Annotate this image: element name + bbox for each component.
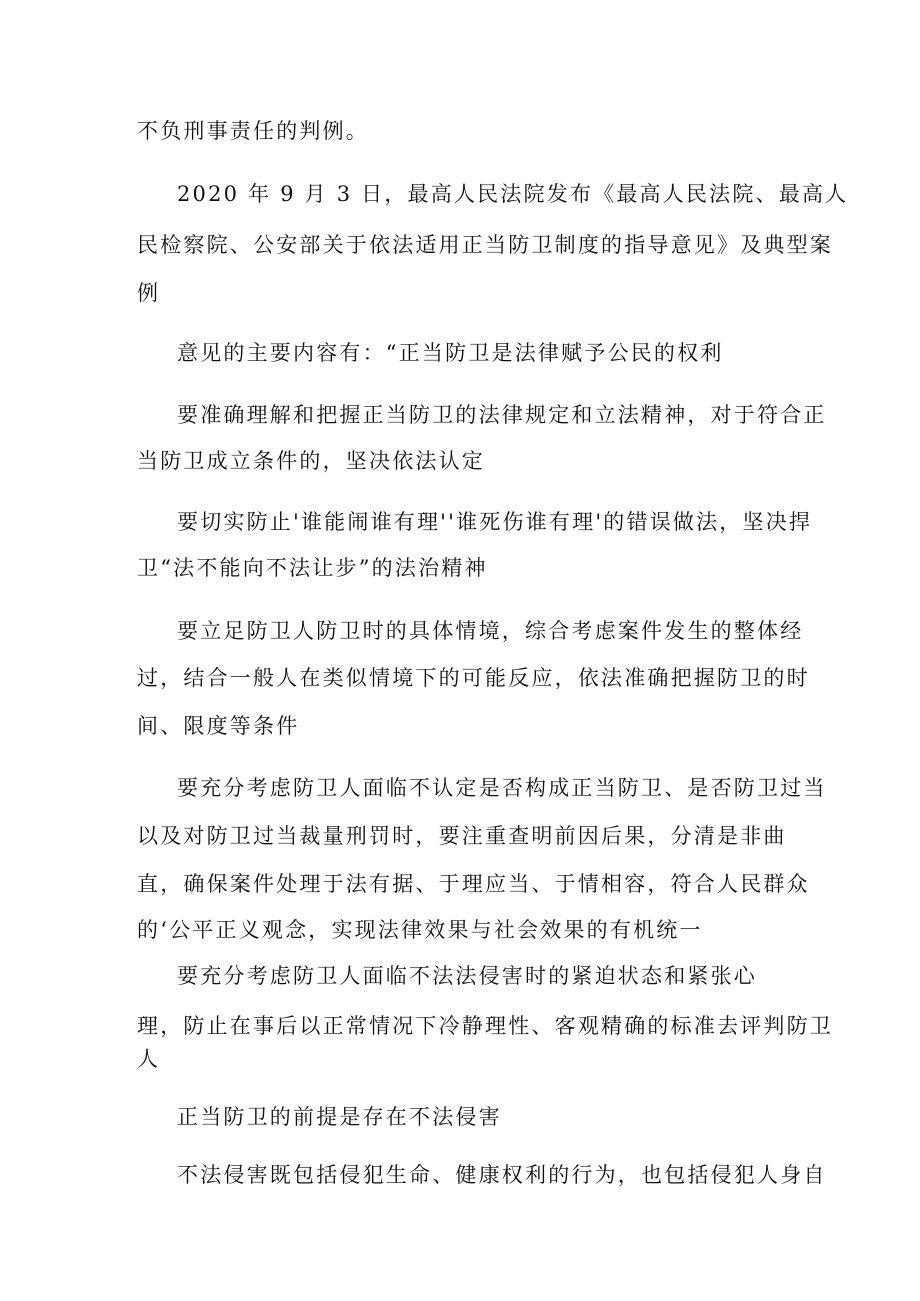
text-line: 意见的主要内容有：“正当防卫是法律赋予公民的权利 bbox=[177, 341, 724, 365]
text-line: 间、限度等条件 bbox=[137, 714, 300, 738]
text-line: 要充分考虑防卫人面临不法法侵害时的紧迫状态和紧张心 bbox=[177, 964, 757, 988]
text-line: 人 bbox=[137, 1047, 161, 1071]
text-line: 例 bbox=[137, 281, 161, 305]
text-line: 要立足防卫人防卫时的具体情境，综合考虑案件发生的整体经 bbox=[177, 619, 804, 643]
text-line: 卫“法不能向不法让步”的法治精神 bbox=[137, 556, 488, 580]
text-line: 要充分考虑防卫人面临不认定是否构成正当防卫、是否防卫过当 bbox=[177, 776, 827, 800]
text-line: 不负刑事责任的判例。 bbox=[137, 119, 369, 143]
text-line: 理，防止在事后以正常情况下冷静理性、客观精确的标准去评判防卫 bbox=[137, 1014, 833, 1038]
text-line: 的‘公平正义观念，实现法律效果与社会效果的有机统一 bbox=[137, 918, 703, 942]
text-line: 直，确保案件处理于法有据、于理应当、于情相容，符合人民群众 bbox=[137, 872, 810, 896]
text-line: 以及对防卫过当裁量刑罚时，要注重查明前因后果，分清是非曲 bbox=[137, 824, 787, 848]
text-line: 不法侵害既包括侵犯生命、健康权利的行为，也包括侵犯人身自 bbox=[177, 1163, 827, 1187]
text-line: 正当防卫的前提是存在不法侵害 bbox=[177, 1105, 502, 1129]
text-line: 当防卫成立条件的，坚决依法认定 bbox=[137, 449, 485, 473]
text-line: 要切实防止'谁能闹谁有理''谁死伤谁有理'的错误做法，坚决捍 bbox=[177, 510, 813, 534]
text-line: 过，结合一般人在类似情境下的可能反应，依法准确把握防卫的时 bbox=[137, 666, 810, 690]
text-line: 民检察院、公安部关于依法适用正当防卫制度的指导意见》及典型案 bbox=[137, 233, 833, 257]
text-line: 要准确理解和把握正当防卫的法律规定和立法精神，对于符合正 bbox=[177, 403, 827, 427]
text-line: 2020 年 9 月 3 日，最高人民法院发布《最高人民法院、最高人 bbox=[177, 182, 849, 206]
